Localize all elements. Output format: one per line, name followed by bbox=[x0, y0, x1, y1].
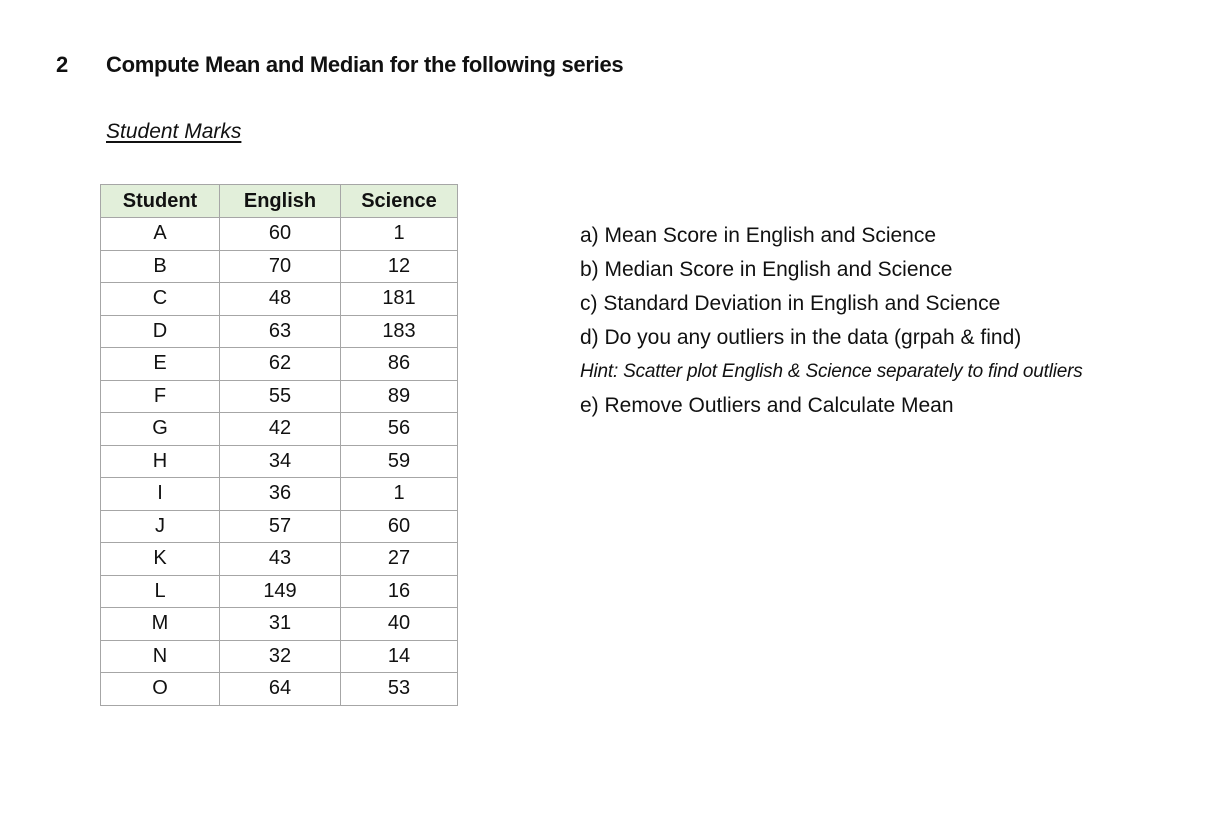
table-caption: Student Marks bbox=[106, 120, 242, 143]
table-row bbox=[101, 673, 458, 706]
student-cell: N bbox=[101, 640, 220, 673]
table-row bbox=[101, 478, 458, 511]
english-cell: 36 bbox=[220, 478, 341, 511]
science-cell: 27 bbox=[341, 543, 458, 576]
student-cell: E bbox=[101, 348, 220, 381]
task-hint: Hint: Scatter plot English & Science separately to find outliers bbox=[580, 361, 1083, 382]
table-header-row bbox=[101, 185, 458, 218]
science-cell: 40 bbox=[341, 608, 458, 641]
science-cell: 53 bbox=[341, 673, 458, 706]
science-cell: 1 bbox=[341, 478, 458, 511]
student-cell: M bbox=[101, 608, 220, 641]
task-list bbox=[580, 221, 1083, 425]
question-number: 2 bbox=[56, 52, 69, 77]
student-marks-table bbox=[100, 184, 458, 706]
student-cell: O bbox=[101, 673, 220, 706]
science-cell: 56 bbox=[341, 413, 458, 446]
table-row bbox=[101, 543, 458, 576]
student-cell: G bbox=[101, 413, 220, 446]
header-student: Student bbox=[101, 185, 220, 218]
task-item-std-dev: c) Standard Deviation in English and Science bbox=[580, 292, 1001, 315]
task-item-outliers: d) Do you any outliers in the data (grpah & find) bbox=[580, 326, 1022, 349]
english-cell: 34 bbox=[220, 445, 341, 478]
table-row bbox=[101, 315, 458, 348]
english-cell: 55 bbox=[220, 380, 341, 413]
header-english: English bbox=[220, 185, 341, 218]
science-cell: 86 bbox=[341, 348, 458, 381]
science-cell: 12 bbox=[341, 250, 458, 283]
student-cell: C bbox=[101, 283, 220, 316]
science-cell: 1 bbox=[341, 218, 458, 251]
student-cell: L bbox=[101, 575, 220, 608]
student-cell: B bbox=[101, 250, 220, 283]
science-cell: 183 bbox=[341, 315, 458, 348]
table-row bbox=[101, 348, 458, 381]
english-cell: 32 bbox=[220, 640, 341, 673]
task-item-median: b) Median Score in English and Science bbox=[580, 258, 953, 281]
table-row bbox=[101, 575, 458, 608]
table-row bbox=[101, 413, 458, 446]
english-cell: 31 bbox=[220, 608, 341, 641]
science-cell: 181 bbox=[341, 283, 458, 316]
science-cell: 16 bbox=[341, 575, 458, 608]
english-cell: 60 bbox=[220, 218, 341, 251]
science-cell: 89 bbox=[341, 380, 458, 413]
english-cell: 42 bbox=[220, 413, 341, 446]
science-cell: 14 bbox=[341, 640, 458, 673]
science-cell: 59 bbox=[341, 445, 458, 478]
student-cell: A bbox=[101, 218, 220, 251]
student-cell: H bbox=[101, 445, 220, 478]
english-cell: 43 bbox=[220, 543, 341, 576]
table-row bbox=[101, 445, 458, 478]
table-row bbox=[101, 218, 458, 251]
table-row bbox=[101, 283, 458, 316]
header-science: Science bbox=[341, 185, 458, 218]
english-cell: 48 bbox=[220, 283, 341, 316]
task-item-remove-outliers: e) Remove Outliers and Calculate Mean bbox=[580, 394, 954, 417]
student-cell: D bbox=[101, 315, 220, 348]
student-cell: F bbox=[101, 380, 220, 413]
english-cell: 62 bbox=[220, 348, 341, 381]
english-cell: 63 bbox=[220, 315, 341, 348]
student-cell: J bbox=[101, 510, 220, 543]
english-cell: 149 bbox=[220, 575, 341, 608]
english-cell: 57 bbox=[220, 510, 341, 543]
table-row bbox=[101, 608, 458, 641]
table-row bbox=[101, 510, 458, 543]
english-cell: 70 bbox=[220, 250, 341, 283]
table-row bbox=[101, 380, 458, 413]
science-cell: 60 bbox=[341, 510, 458, 543]
student-cell: I bbox=[101, 478, 220, 511]
table-row bbox=[101, 640, 458, 673]
task-item-mean: a) Mean Score in English and Science bbox=[580, 224, 937, 247]
question-title: Compute Mean and Median for the following series bbox=[106, 52, 624, 77]
student-cell: K bbox=[101, 543, 220, 576]
english-cell: 64 bbox=[220, 673, 341, 706]
table-row bbox=[101, 250, 458, 283]
